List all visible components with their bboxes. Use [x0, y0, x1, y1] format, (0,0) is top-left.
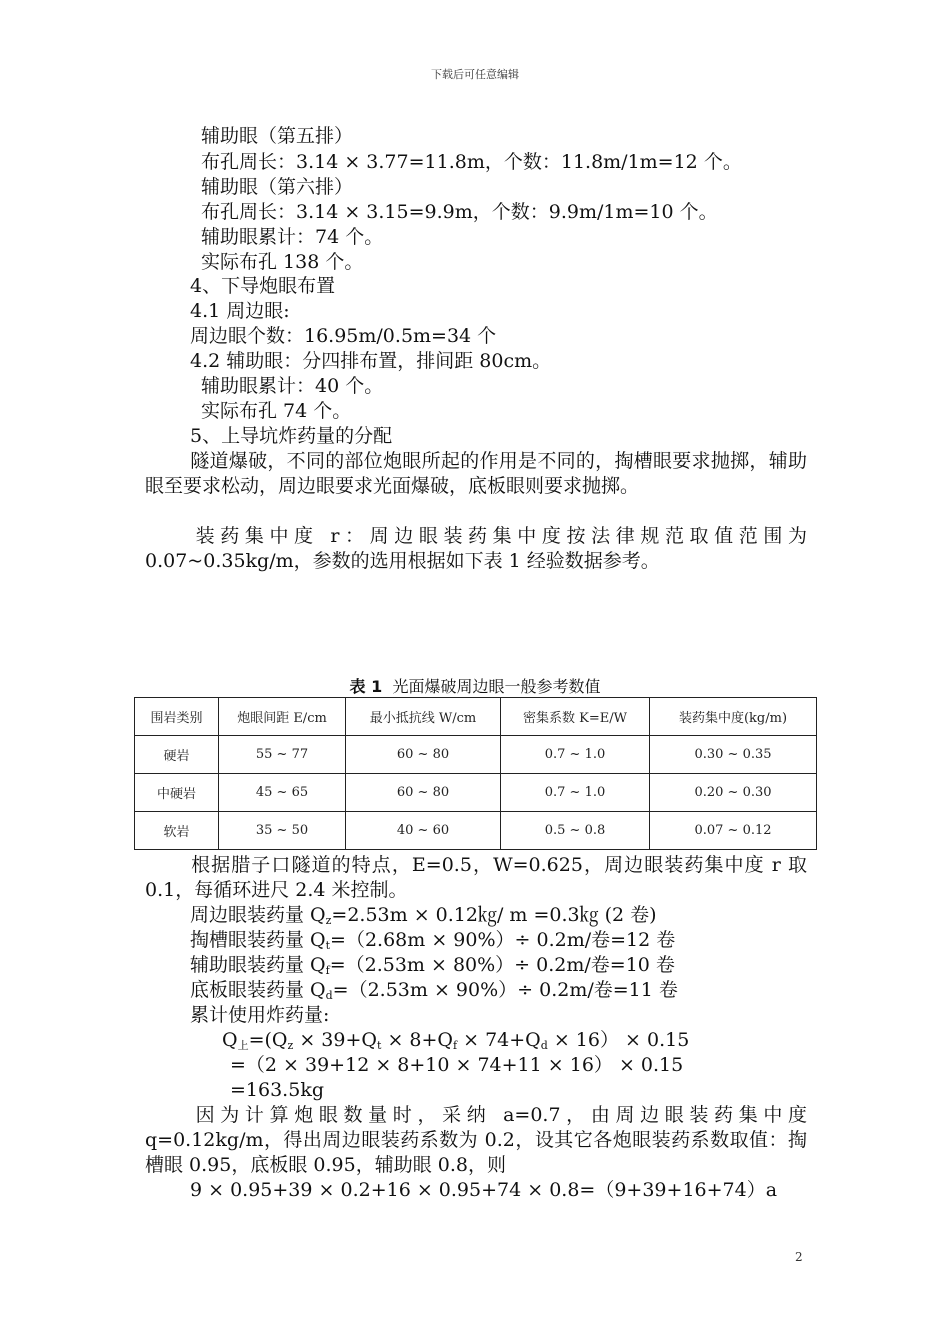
table-header-cell: 最小抵抗线 W/cm [346, 698, 501, 736]
paragraph: 装药集中度 r：周边眼装药集中度按法律规范取值范围为 0.07~0.35kg/m，参数的选用根据如下表 1 经验数据参考。 [145, 525, 807, 572]
table-row [135, 736, 817, 774]
table-cell: 60 ~ 80 [346, 774, 501, 812]
text-line: 实际布孔 138 个。 [201, 251, 364, 273]
text-line: 布孔周长：3.14 × 3.15=9.9m，个数：9.9m/1m=10 个。 [201, 201, 718, 223]
subsection-heading: 4.2 辅助眼：分四排布置，排间距 80cm。 [190, 350, 552, 372]
paragraph: 隧道爆破，不同的部位炮眼所起的作用是不同的，掏槽眼要求抛掷，辅助眼至要求松动，周边眼要求光面爆破，底板眼则要求抛掷。 [145, 450, 807, 497]
formula-line-2: =（2 × 39+12 × 8+10 × 74+11 × 16） × 0.15 [230, 1054, 684, 1076]
table-caption-text: 光面爆破周边眼一般参考数值 [392, 677, 601, 696]
text-line: 辅助眼累计：40 个。 [201, 375, 384, 397]
charge-zhou: 周边眼装药量 $Q_z=2.53m$ × 0.12㎏/ m =0.3㎏ (2 卷) [190, 904, 657, 927]
table-row [135, 774, 817, 812]
table-cell: 0.30 ~ 0.35 [650, 736, 817, 774]
page-number: 2 [795, 1250, 803, 1264]
text-line: 实际布孔 74 个。 [201, 400, 352, 422]
table-cell: 60 ~ 80 [346, 736, 501, 774]
text-line: 辅助眼（第六排） [201, 176, 354, 198]
table-header-row [135, 698, 817, 736]
text-line: 辅助眼（第五排） [201, 125, 354, 147]
subsection-heading: 4.1 周边眼: [190, 300, 290, 322]
page-header-note: 下载后可任意编辑 [431, 68, 519, 81]
table-row [135, 812, 817, 850]
paragraph: 因为计算炮眼数量时，采纳 a=0.7，由周边眼装药集中度 q=0.12kg/m，得出周边眼装药系数为 0.2，设其它各炮眼装药系数取值：掏槽眼 0.95，底板眼 0.95，辅助眼 0.8，则 [145, 1104, 807, 1176]
table-header-cell: 密集系数 K=E/W [501, 698, 650, 736]
table-header-cell: 围岩类别 [135, 698, 219, 736]
text-line: 周边眼个数：16.95m/0.5m=34 个 [190, 325, 497, 347]
table-cell: 35 ~ 50 [219, 812, 346, 850]
section-heading: 4、下导炮眼布置 [190, 275, 336, 297]
table-caption [0, 674, 950, 697]
table-cell: 0.07 ~ 0.12 [650, 812, 817, 850]
charge-tao: 掏槽眼装药量 $Q_t=(2.68m \times 90\%)\div 0.2m/$卷=12 卷 [190, 929, 676, 952]
table-cell: 40 ~ 60 [346, 812, 501, 850]
text-line: 辅助眼累计：74 个。 [201, 226, 384, 248]
total-label: 累计使用炸药量: [190, 1004, 330, 1026]
formula-line-3: =163.5kg [230, 1079, 324, 1101]
table-cell: 硬岩 [135, 736, 219, 774]
table-cell: 0.7 ~ 1.0 [501, 736, 650, 774]
table-header-cell: 炮眼间距 E/cm [219, 698, 346, 736]
equation: 9 × 0.95+39 × 0.2+16 × 0.95+74 × 0.8=（9+39+16+74）a [190, 1179, 778, 1201]
table-cell: 0.20 ~ 0.30 [650, 774, 817, 812]
table-cell: 0.5 ~ 0.8 [501, 812, 650, 850]
reference-table [134, 697, 817, 850]
table-cell: 中硬岩 [135, 774, 219, 812]
charge-fu: 辅助眼装药量 $Q_f=(2.53m \times 80\%)\div 0.2m/$卷=10 卷 [190, 954, 675, 977]
table-cell: 45 ~ 65 [219, 774, 346, 812]
table-cell: 55 ~ 77 [219, 736, 346, 774]
section-heading: 5、上导坑炸药量的分配 [190, 425, 393, 447]
paragraph: 根据腊子口隧道的特点，E=0.5，W=0.625，周边眼装药集中度 r 取 0.1，每循环进尺 2.4 米控制。 [145, 854, 807, 901]
table-cell: 软岩 [135, 812, 219, 850]
text-line: 布孔周长：3.14 × 3.77=11.8m，个数：11.8m/1m=12 个。 [201, 151, 742, 173]
formula-line-1: $Q_上=(Q_z \times 39+Q_t \times 8+Q_f \times 74+Q_d \times 16) \times 0.15$ [222, 1029, 690, 1052]
charge-di: 底板眼装药量 $Q_d=(2.53m \times 90\%)\div 0.2m/$卷=11 卷 [190, 979, 678, 1002]
table-caption-label: 表 1 [349, 677, 383, 696]
table-cell: 0.7 ~ 1.0 [501, 774, 650, 812]
table-header-cell: 装药集中度(kg/m) [650, 698, 817, 736]
